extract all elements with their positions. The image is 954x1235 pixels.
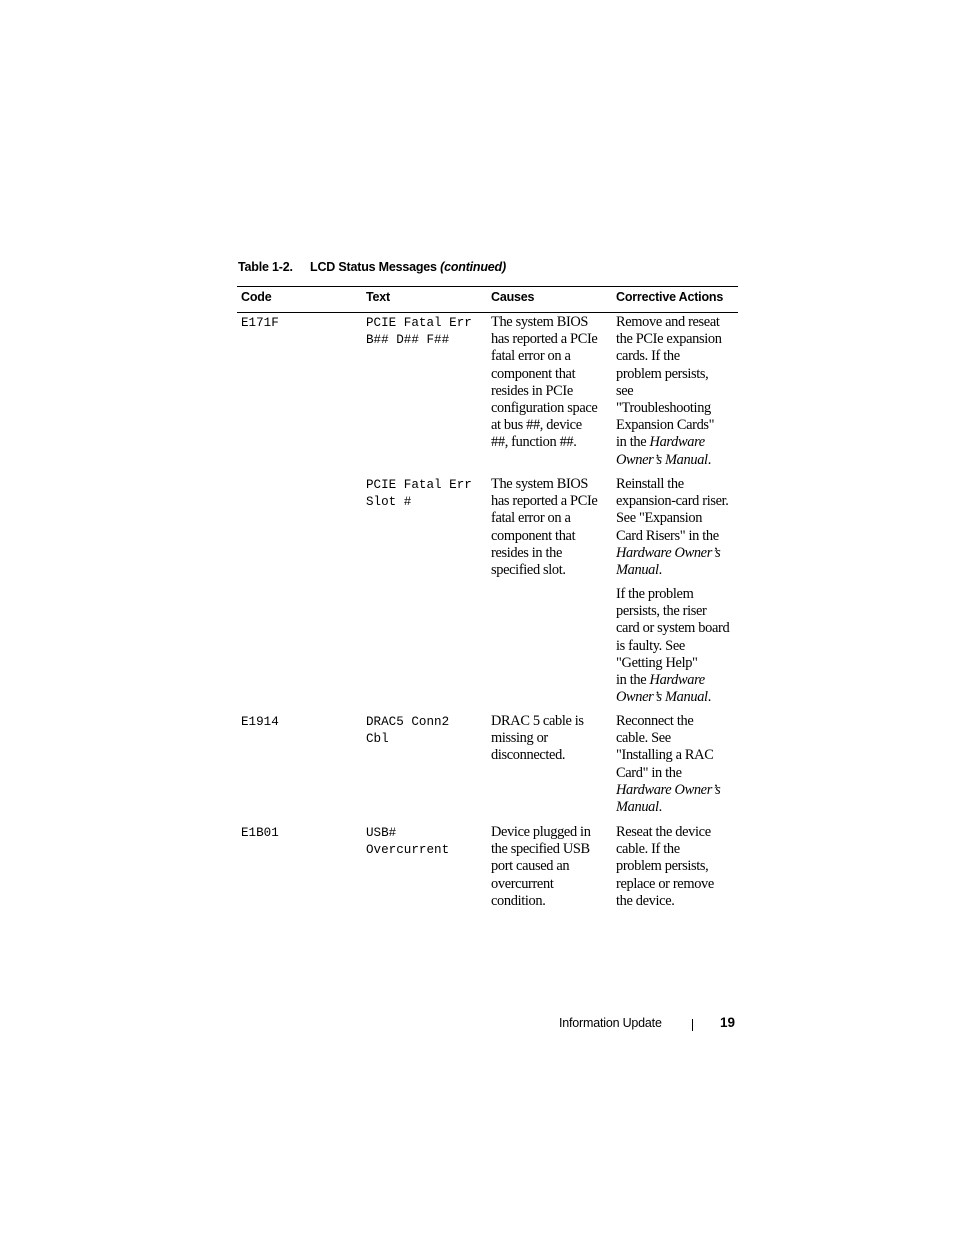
action-text: Reconnect the cable. See "Installing a RAC Card" in the [616,713,714,781]
row-text: DRAC5 Conn2 Cbl [366,715,450,747]
header-code: Code [241,290,272,304]
row-corrective-action [616,824,714,910]
row-text: PCIE Fatal Err B## D## F## [366,316,472,348]
action-manual-reference: Hardware Owner’s Manual [616,781,721,816]
action-manual-reference: Hardware Owner’s Manual [616,672,708,706]
action-text: Reinstall the expansion-card riser. See "Expansion Card Risers" in the [616,476,729,544]
action-manual-reference: Hardware Owner’s Manual [616,434,708,468]
action-end-punctuation: . [707,451,711,468]
header-corrective-actions: Corrective Actions [616,290,724,304]
row-corrective-action [616,314,722,469]
table-continued: (continued) [440,260,506,274]
row-text: PCIE Fatal Err Slot # [366,478,472,510]
header-bottom-rule [237,312,738,313]
table-number: Table 1-2. [238,260,293,274]
action-text: If the problem persists, the riser card or system board is faulty. See "Getting Help" in the [616,586,730,689]
table-title: LCD Status Messages [310,260,437,274]
action-manual-reference: Hardware Owner’s Manual [616,544,721,579]
row-causes: The system BIOS has reported a PCIe fatal error on a component that resides in PCIe configuration space at bus ##, device ##, function ##. [491,314,598,451]
row-code: E171F [241,316,279,330]
action-end-punctuation: . [658,562,662,579]
row-corrective-action [616,713,720,816]
row-corrective-action [616,476,729,579]
action-end-punctuation: . [658,799,662,816]
action-end-punctuation: . [707,689,711,706]
header-causes: Causes [491,290,535,304]
header-text: Text [366,290,390,304]
footer-label: Information Update [559,1016,662,1030]
row-code: E1914 [241,715,279,729]
table-top-rule [237,286,738,287]
row-text: USB# Overcurrent [366,826,450,858]
table-caption [238,260,506,274]
row-causes: Device plugged in the specified USB port caused an overcurrent condition. [491,824,591,909]
action-text: Reseat the device cable. If the problem persists, replace or remove the device. [616,824,714,909]
action-text: Remove and reseat the PCIe expansion cards. If the problem persists, see "Troubleshooting Expansion Cards" in the [616,314,722,451]
page-number: 19 [720,1015,736,1030]
footer-separator [692,1019,693,1031]
row-code: E1B01 [241,826,279,840]
row-causes: DRAC 5 cable is missing or disconnected. [491,713,584,764]
row-causes: The system BIOS has reported a PCIe fatal error on a component that resides in the specified slot. [491,476,598,579]
row-corrective-action [616,586,729,706]
